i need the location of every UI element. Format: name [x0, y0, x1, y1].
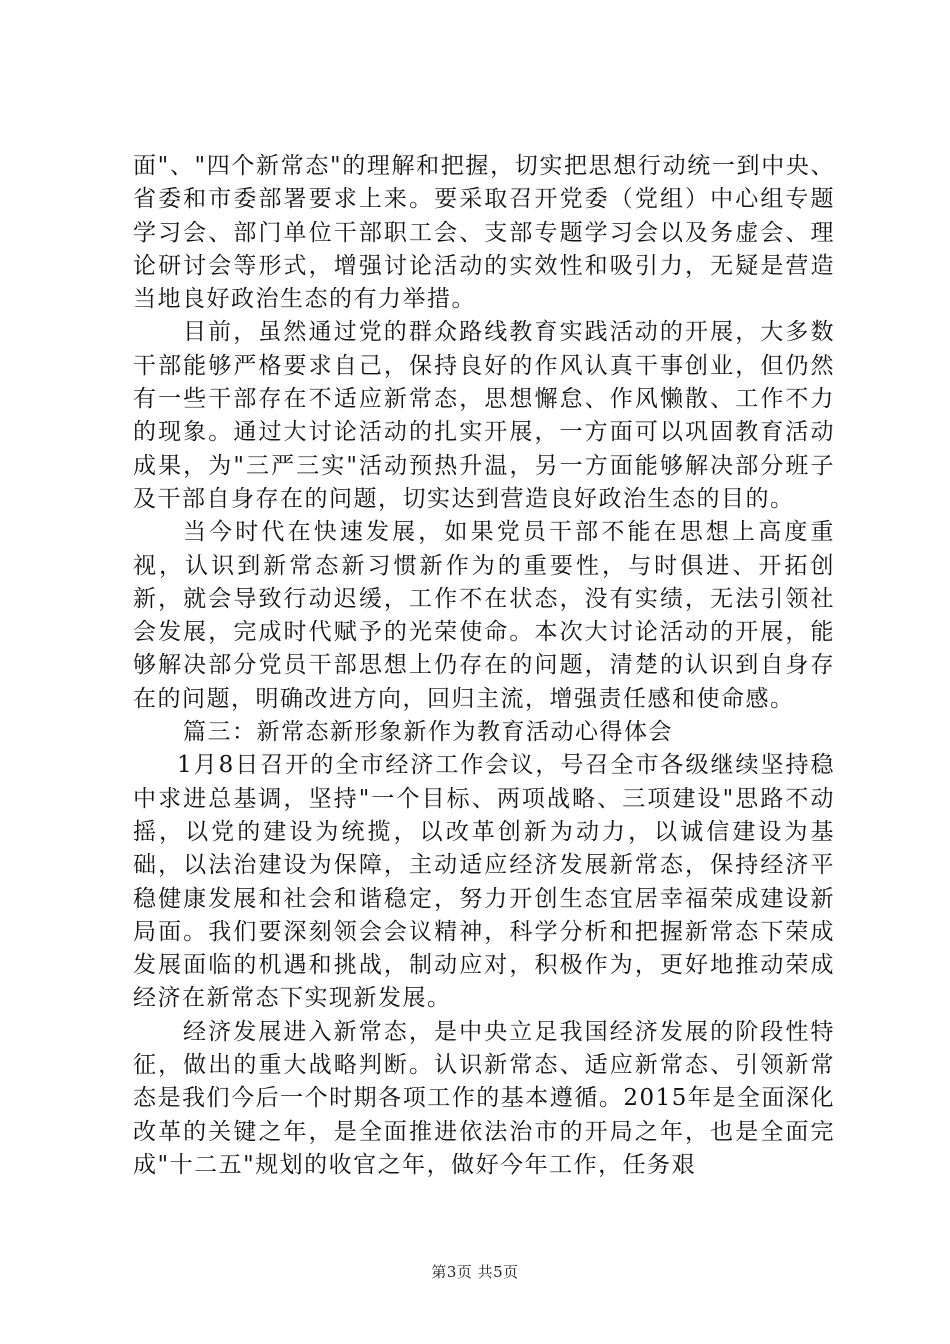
section-heading: 篇三：新常态新形象新作为教育活动心得体会 [183, 719, 673, 746]
paragraph-new-normal: 经济发展进入新常态，是中央立足我国经济发展的阶段性特征，做出的重大战略判断。认识新常态、适应新常态、引领新常态是我们今后一个时期各项工作的基本遵循。2015年是全面深化改革的关键之年，是全面推进依法治市的开局之年，也是全面完成"十二五"规划的收官之年，做好今年工作，任务艰 [133, 1018, 835, 1178]
paragraph-era-development: 当今时代在快速发展，如果党员干部不能在思想上高度重视，认识到新常态新习惯新作为的重要性，与时俱进、开拓创新，就会导致行动迟缓，工作不在状态，没有实绩，无法引领社会发展，完成时代赋予的光荣使命。本次大讨论活动的开展，能够解决部分党员干部思想上仍存在的问题，清楚的认识到自身存在的问题，明确改进方向，回归主流，增强责任感和使命感。 [133, 519, 835, 712]
page-number-footer: 第3页 共5页 [431, 1263, 519, 1281]
paragraph-meeting: 1月8日召开的全市经济工作会议，号召全市各级继续坚持稳中求进总基调，坚持"一个目标、两项战略、三项建设"思路不动摇，以党的建设为统揽，以改革创新为动力，以诚信建设为基础，以法治建设为保障，主动适应经济发展新常态，保持经济平稳健康发展和社会和谐稳定，努力开创生态宜居幸福荣成建设新局面。我们要深刻领会会议精神，科学分析和把握新常态下荣成发展面临的机遇和挑战，制动应对，积极作为，更好地推动荣成经济在新常态下实现新发展。 [133, 752, 835, 1012]
paragraph-current-situation: 目前，虽然通过党的群众路线教育实践活动的开展，大多数干部能够严格要求自己，保持良好的作风认真干事创业，但仍然有一些干部存在不适应新常态，思想懈怠、作风懒散、工作不力的现象。通过大讨论活动的扎实开展，一方面可以巩固教育活动成果，为"三严三实"活动预热升温，另一方面能够解决部分班子及干部自身存在的问题，切实达到营造良好政治生态的目的。 [133, 319, 835, 512]
document-body [133, 150, 835, 1182]
paragraph-continued: 面"、"四个新常态"的理解和把握，切实把思想行动统一到中央、省委和市委部署要求上来。要采取召开党委（党组）中心组专题学习会、部门单位干部职工会、支部专题学习会以及务虚会、理论研讨会等形式，增强讨论活动的实效性和吸引力，无疑是营造当地良好政治生态的有力举措。 [133, 153, 835, 313]
